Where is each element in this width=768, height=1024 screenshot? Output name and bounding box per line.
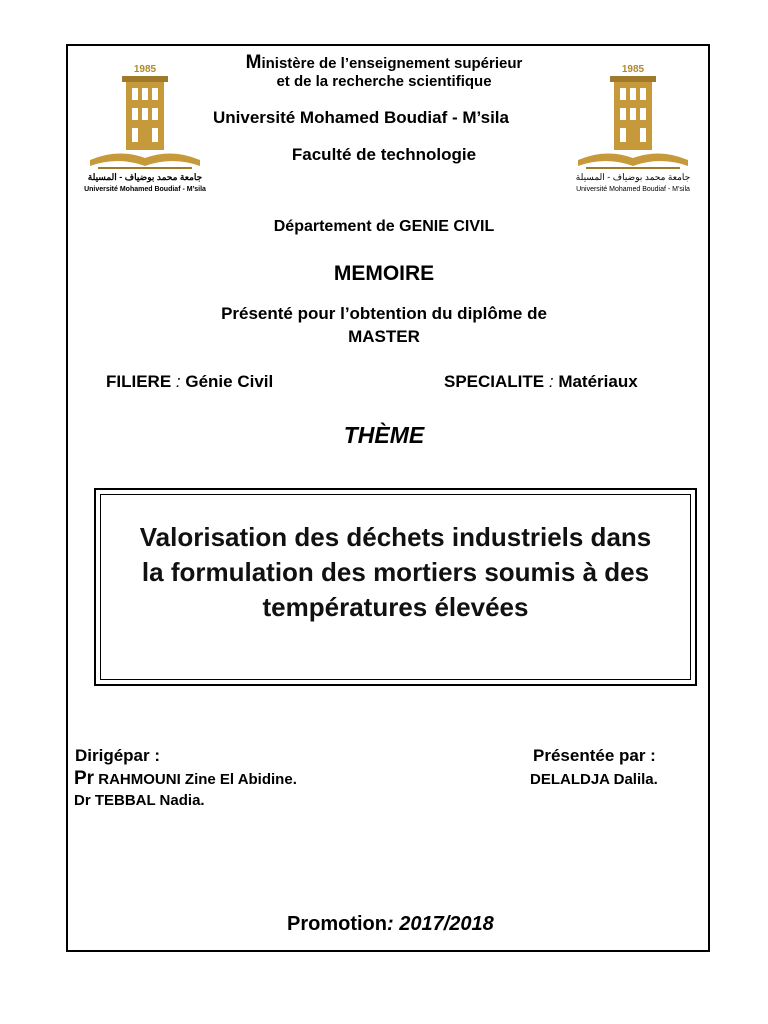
logo-latin-name: Université Mohamed Boudiaf - M’sila xyxy=(576,186,690,193)
theme-label: THÈME xyxy=(343,422,425,448)
filiere-value: Génie Civil xyxy=(185,372,274,391)
student-name: DELALDJA Dalila. xyxy=(530,771,658,788)
supervisor-1-prefix: Pr xyxy=(74,768,95,789)
student-label: Présentée par : xyxy=(533,746,656,765)
department-name: Département de GENIE CIVIL xyxy=(273,218,495,235)
filiere-separator: : xyxy=(175,372,186,391)
logo-latin-name: Université Mohamed Boudiaf - M’sila xyxy=(84,186,206,193)
specialite-label: SPECIALITE xyxy=(444,372,549,391)
supervisor-1 xyxy=(74,768,297,790)
ministry-initial: M xyxy=(245,52,262,73)
supervisor-1-name: RAHMOUNI Zine El Abidine. xyxy=(94,771,297,788)
building-book-icon xyxy=(558,74,708,184)
logo-arabic-name: جامعة محمد بوضياف - المسيلة xyxy=(87,172,203,182)
presented-line-2: MASTER xyxy=(348,327,420,346)
supervisor-2: Dr TEBBAL Nadia. xyxy=(74,792,205,809)
promotion xyxy=(287,913,494,936)
document-type: MEMOIRE xyxy=(333,262,435,285)
thesis-title: Valorisation des déchets industriels dans la formulation des mortiers soumis à des températures élevées xyxy=(139,522,652,622)
faculty-name: Faculté de technologie xyxy=(291,145,477,164)
logo-arabic-name: جامعة محمد بوضياف - المسيلة xyxy=(575,172,691,182)
university-name: Université Mohamed Boudiaf - M’sila xyxy=(213,108,509,127)
specialite-field xyxy=(444,372,638,392)
ministry-line-1 xyxy=(0,52,768,74)
supervisors-label: Dirigépar : xyxy=(75,746,161,765)
filiere-field xyxy=(106,372,273,392)
ministry-rest: inistère de l’enseignement supérieur xyxy=(261,55,523,72)
ministry-line-2: et de la recherche scientifique xyxy=(276,73,492,90)
building-book-icon xyxy=(70,74,220,184)
logo-year: 1985 xyxy=(133,64,157,75)
promotion-label: Promotion xyxy=(287,913,387,935)
presented-line-1: Présenté pour l’obtention du diplôme de xyxy=(221,304,547,323)
promotion-year: : 2017/2018 xyxy=(387,913,494,935)
filiere-label: FILIERE xyxy=(106,372,176,391)
specialite-separator: : xyxy=(548,372,559,391)
specialite-value: Matériaux xyxy=(558,372,638,391)
thesis-title-box xyxy=(94,488,697,686)
logo-year: 1985 xyxy=(621,64,645,75)
